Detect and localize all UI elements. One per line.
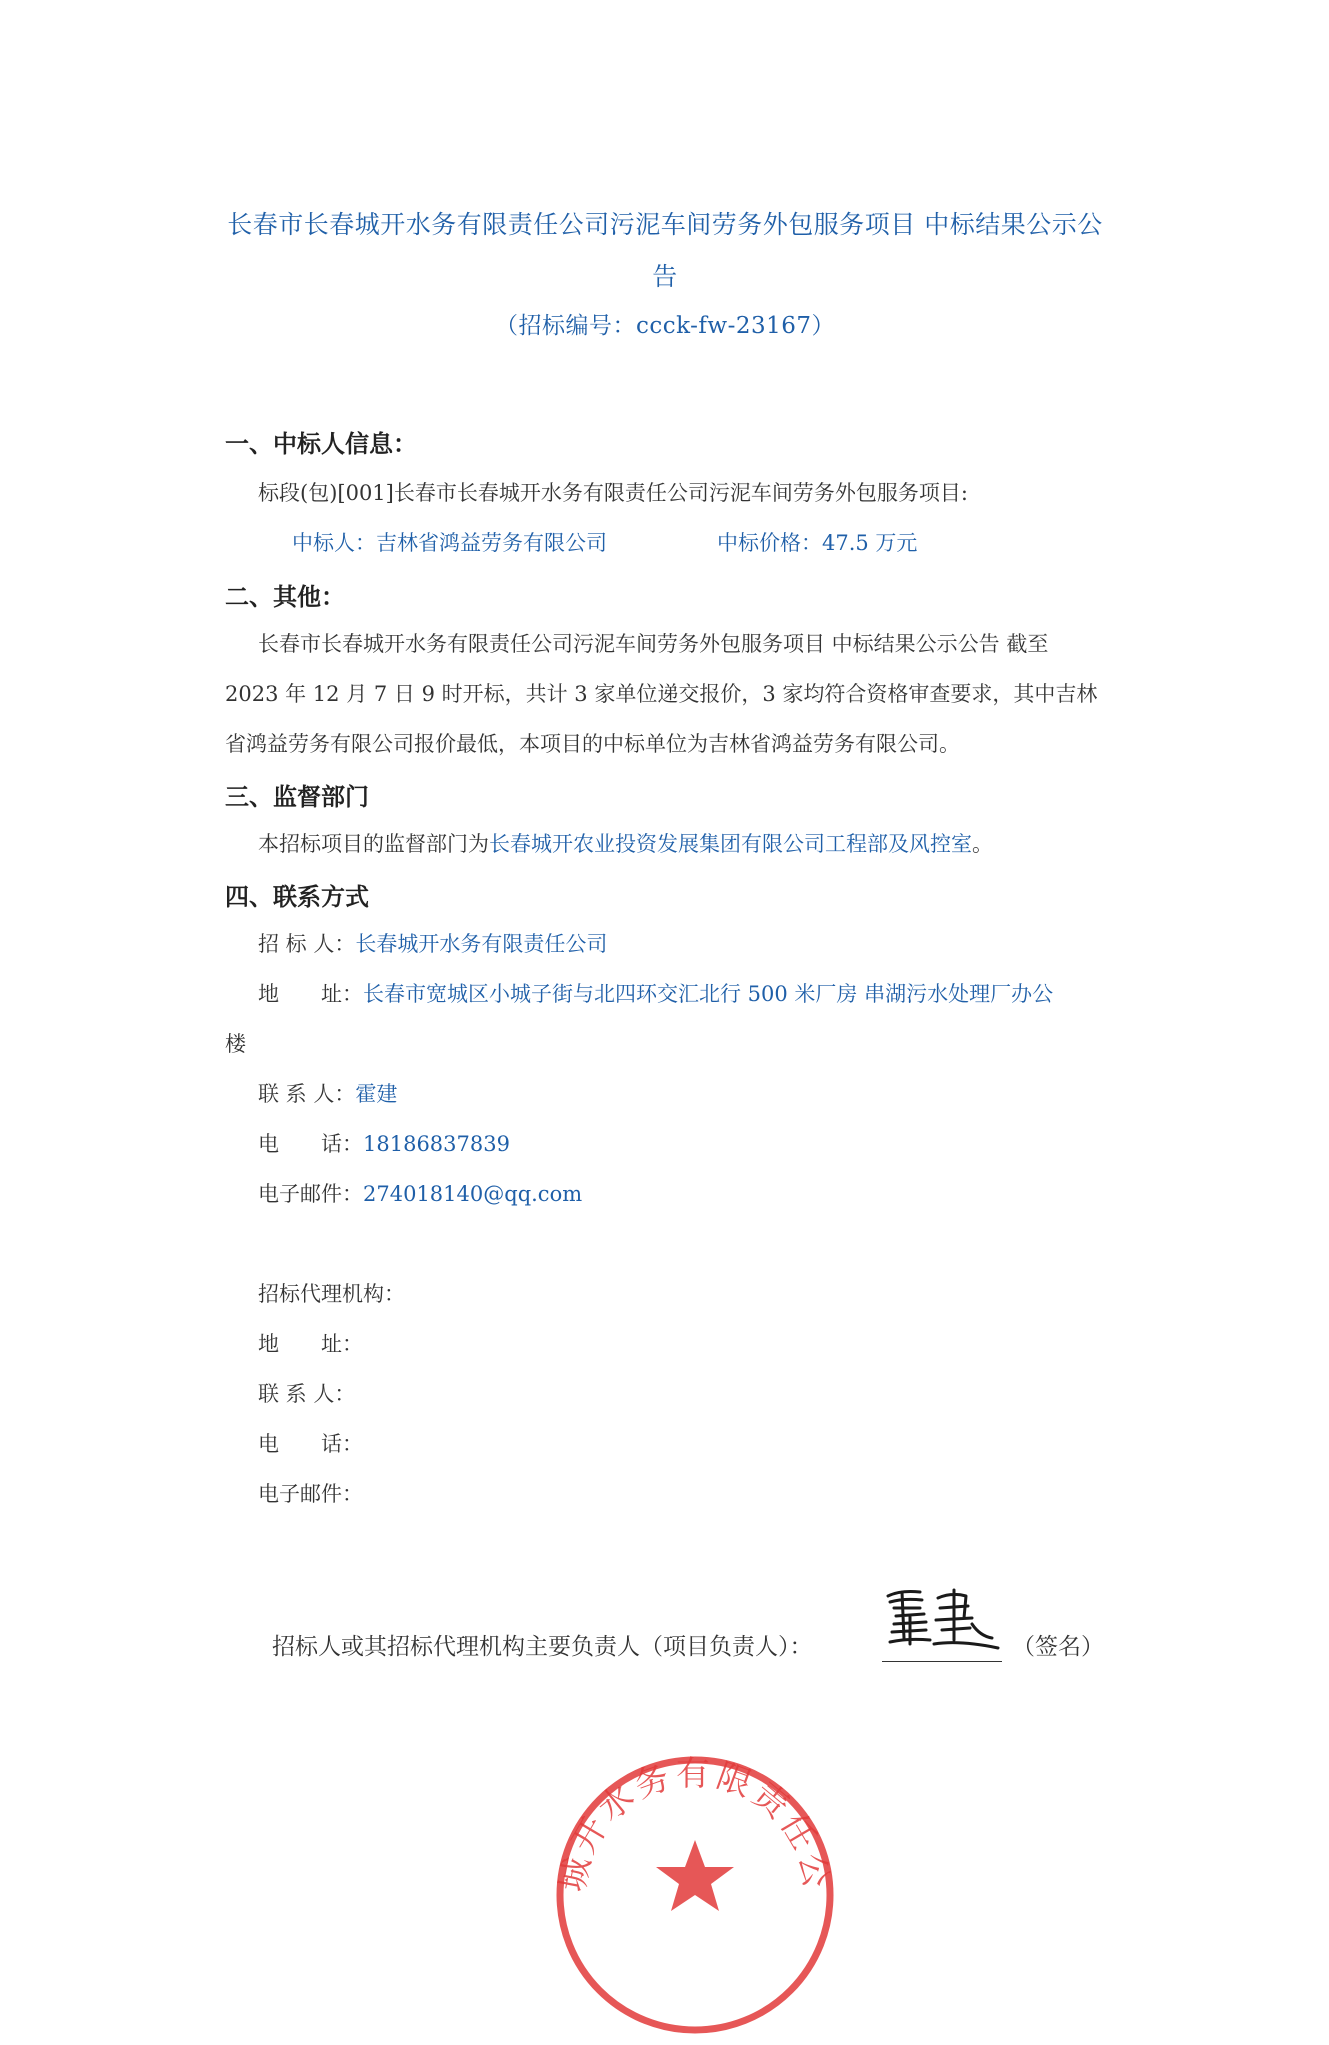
- winner-row: [292, 527, 607, 557]
- supervision-dept: 长春城开农业投资发展集团有限公司工程部及风控室: [489, 832, 972, 856]
- other-paragraph-line2: 2023 年 12 月 7 日 9 时开标，共计 3 家单位递交报价，3 家均符合资格审查要求，其中吉林: [225, 682, 1098, 706]
- svg-text:城开水务有限责任公: 城开水务有限责任公: [552, 1754, 838, 1895]
- document-title-line1: 长春市长春城开水务有限责任公司污泥车间劳务外包服务项目 中标结果公示公: [227, 210, 1103, 239]
- other-paragraph-line3: 省鸿益劳务有限公司报价最低，本项目的中标单位为吉林省鸿益劳务有限公司。: [225, 732, 960, 756]
- email-row: [258, 1178, 582, 1208]
- company-seal-stamp: [545, 1745, 845, 2045]
- phone-value: 18186837839: [363, 1132, 510, 1156]
- agency-contact-label: 联 系 人：: [258, 1382, 356, 1406]
- agency-address-label: 地 址：: [258, 1332, 363, 1356]
- price-value: 47.5 万元: [822, 531, 918, 555]
- winner-label: 中标人：: [292, 531, 376, 555]
- address-value-line1: 长春市宽城区小城子街与北四环交汇北行 500 米厂房 串湖污水处理厂办公: [363, 982, 1054, 1006]
- handwritten-signature: [880, 1578, 1005, 1658]
- address-label: 地 址：: [258, 982, 363, 1006]
- signature-underline: [882, 1661, 1002, 1662]
- package-line: 标段(包)[001]长春市长春城开水务有限责任公司污泥车间劳务外包服务项目:: [258, 481, 968, 505]
- email-value: 274018140@qq.com: [363, 1182, 583, 1206]
- document-title-line2: 告: [652, 262, 678, 291]
- section-heading-winner-info: 一、中标人信息：: [225, 430, 417, 458]
- address-row: [258, 978, 1053, 1008]
- agency-org-label: 招标代理机构：: [258, 1282, 405, 1306]
- tenderer-value: 长春城开水务有限责任公司: [355, 932, 608, 956]
- address-value-line2: 楼: [225, 1032, 246, 1056]
- contact-row: [258, 1078, 397, 1108]
- other-paragraph-line1: 长春市长春城开水务有限责任公司污泥车间劳务外包服务项目 中标结果公示公告 截至: [258, 632, 1049, 656]
- tenderer-label: 招 标 人：: [258, 932, 356, 956]
- phone-label: 电 话：: [258, 1132, 363, 1156]
- email-label: 电子邮件：: [258, 1182, 363, 1206]
- phone-row: [258, 1128, 510, 1158]
- signature-line-text: 招标人或其招标代理机构主要负责人（项目负责人）：: [272, 1634, 813, 1660]
- signature-suffix: （签名）: [1012, 1634, 1104, 1660]
- tenderer-row: [258, 928, 607, 958]
- section-heading-supervision: 三、监督部门: [225, 783, 369, 811]
- supervision-line: [258, 828, 993, 858]
- tender-number: （招标编号：ccck-fw-23167）: [494, 313, 836, 339]
- contact-value: 霍建: [355, 1082, 398, 1106]
- section-heading-other: 二、其他：: [225, 583, 345, 611]
- winner-name: 吉林省鸿益劳务有限公司: [376, 531, 607, 555]
- price-row: [717, 527, 917, 557]
- supervision-prefix: 本招标项目的监督部门为: [258, 832, 489, 856]
- supervision-suffix: 。: [972, 832, 993, 856]
- agency-phone-label: 电 话：: [258, 1432, 363, 1456]
- contact-label: 联 系 人：: [258, 1082, 356, 1106]
- agency-email-label: 电子邮件：: [258, 1482, 363, 1506]
- price-label: 中标价格：: [717, 531, 822, 555]
- section-heading-contact: 四、联系方式: [225, 883, 369, 911]
